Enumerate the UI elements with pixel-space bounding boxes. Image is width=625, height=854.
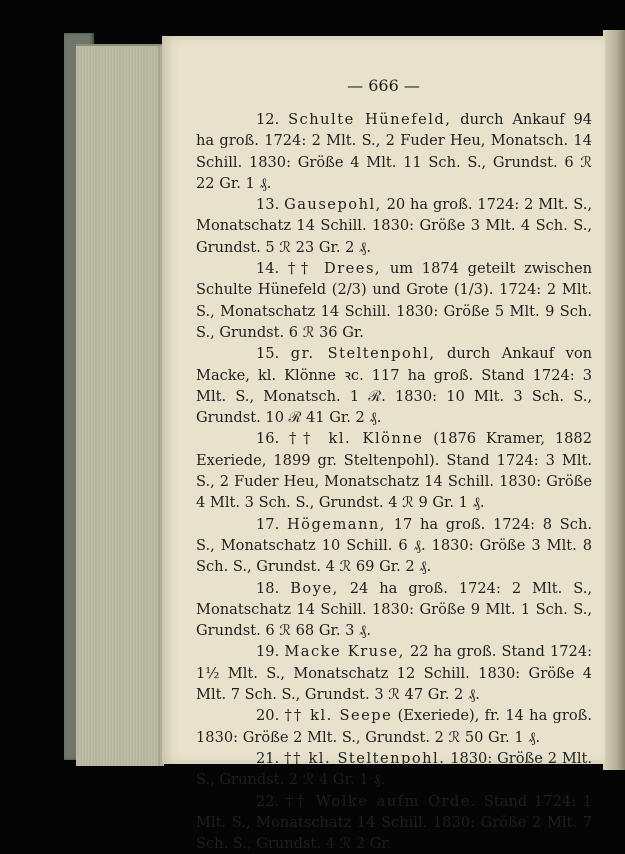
entry-name: †† kl. Seepe bbox=[285, 707, 393, 724]
entry-14 bbox=[196, 258, 592, 343]
entry-number: 21. bbox=[256, 750, 279, 767]
page-stack-edges bbox=[76, 44, 164, 766]
entry-name: †† kl. Klönne bbox=[289, 430, 423, 447]
entry-number: 16. bbox=[256, 430, 279, 447]
entry-18 bbox=[196, 578, 592, 642]
page-text bbox=[196, 109, 592, 854]
entry-name: Boye, bbox=[290, 580, 339, 597]
entry-text: um 1874 geteilt zwischen Schulte Hünefeld (2/3) und Grote (1/3). 1724: 2 Mlt. S., Monatschatz 14 Schill. 1830: Größe 5 Mlt. 9 Sch. S., Grundst. 6 ℛ 36 Gr. bbox=[196, 260, 592, 341]
entry-number: 18. bbox=[256, 580, 279, 597]
entry-17 bbox=[196, 514, 592, 578]
entry-22 bbox=[196, 791, 592, 854]
book-page bbox=[162, 36, 605, 764]
entry-text: (Exeriede), fr. 14 ha groß. 1830: Größe 2 Mlt. S., Grundst. 2 ℛ 50 Gr. 1 ₰. bbox=[196, 707, 592, 745]
page-number: — 666 — bbox=[162, 76, 605, 95]
entry-text: Stand 1724: 1 Mlt. S., Monatschatz 14 Schill. 1830: Größe 2 Mlt. 7 Sch. S., Grundst. 4 ℛ 2 Gr. bbox=[196, 793, 592, 853]
entry-19 bbox=[196, 641, 592, 705]
entry-text: 22 ha groß. Stand 1724: 1½ Mlt. S., Monatschatz 12 Schill. 1830: Größe 4 Mlt. 7 Sch. S., Grundst. 3 ℛ 47 Gr. 2 ₰. bbox=[196, 643, 592, 703]
entry-name: †† Drees, bbox=[288, 260, 381, 277]
entry-name: †† kl. Steltenpohl. bbox=[284, 750, 445, 767]
entry-20 bbox=[196, 705, 592, 748]
entry-21 bbox=[196, 748, 592, 791]
entry-name: †† Wolke aufm Orde. bbox=[286, 793, 477, 810]
entry-number: 19. bbox=[256, 643, 279, 660]
entry-number: 20. bbox=[256, 707, 279, 724]
entry-name: Gausepohl, bbox=[284, 196, 382, 213]
entry-number: 13. bbox=[256, 196, 279, 213]
entry-12 bbox=[196, 109, 592, 194]
entry-text: 20 ha groß. 1724: 2 Mlt. S., Monatschatz 14 Schill. 1830: Größe 3 Mlt. 4 Sch. S., Grundst. 5 ℛ 23 Gr. 2 ₰. bbox=[196, 196, 592, 256]
entry-number: 17. bbox=[256, 516, 279, 533]
entry-13 bbox=[196, 194, 592, 258]
entry-text: 17 ha groß. 1724: 8 Sch. S., Monatschatz 10 Schill. 6 ₰. 1830: Größe 3 Mlt. 8 Sch. S., Grundst. 4 ℛ 69 Gr. 2 ₰. bbox=[196, 516, 592, 576]
page-right-edge bbox=[603, 30, 625, 770]
entry-16 bbox=[196, 428, 592, 513]
entry-name: Högemann, bbox=[287, 516, 386, 533]
entry-15 bbox=[196, 343, 592, 428]
entry-number: 15. bbox=[256, 345, 279, 362]
entry-text: 1830: Größe 2 Mlt. S., Grundst. 2 ℛ 4 Gr. 1 ₰. bbox=[196, 750, 592, 788]
entry-number: 22. bbox=[256, 793, 279, 810]
entry-text: 24 ha groß. 1724: 2 Mlt. S., Monatschatz 14 Schill. 1830: Größe 9 Mlt. 1 Sch. S., Grundst. 6 ℛ 68 Gr. 3 ₰. bbox=[196, 580, 592, 640]
entry-text: durch Ankauf 94 ha groß. 1724: 2 Mlt. S., 2 Fuder Heu, Monatsch. 14 Schill. 1830: Größe 4 Mlt. 11 Sch. S., Grundst. 6 ℛ 22 Gr. 1 ₰. bbox=[196, 111, 592, 192]
entry-number: 14. bbox=[256, 260, 279, 277]
entry-name: gr. Steltenpohl, bbox=[291, 345, 436, 362]
entry-name: Schulte Hünefeld, bbox=[288, 111, 451, 128]
entry-number: 12. bbox=[256, 111, 279, 128]
entry-text: durch Ankauf von Macke, kl. Klönne ꝛc. 117 ha groß. Stand 1724: 3 Mlt. S., Monatsch. 1 ℛ. 1830: 10 Mlt. 3 Sch. S., Grundst. 10 ℛ 41 Gr. 2 ₰. bbox=[196, 345, 592, 426]
entry-text: (1876 Kramer, 1882 Exeriede, 1899 gr. Steltenpohl). Stand 1724: 3 Mlt. S., 2 Fuder Heu, Monatschatz 14 Schill. 1830: Größe 4 Mlt. 3 Sch. S., Grundst. 4 ℛ 9 Gr. 1 ₰. bbox=[196, 430, 592, 511]
entry-name: Macke Kruse, bbox=[284, 643, 404, 660]
